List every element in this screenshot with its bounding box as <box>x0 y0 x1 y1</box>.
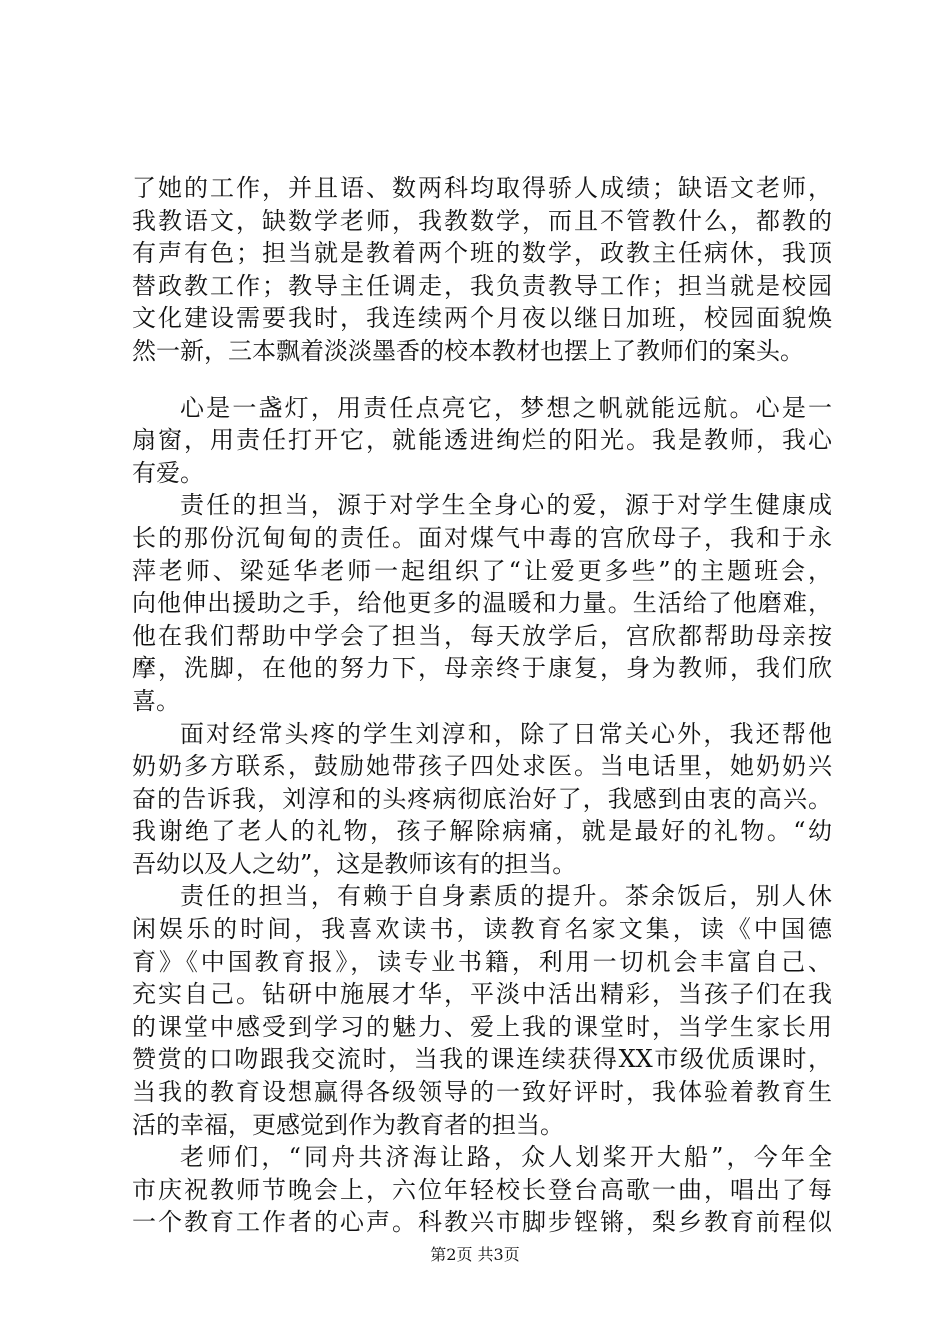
text-line: 奶奶多方联系，鼓励她带孩子四处求医。当电话里，她奶奶兴 <box>132 752 832 781</box>
text-line: 责任的担当，源于对学生全身心的爱，源于对学生健康成 <box>180 491 832 520</box>
text-line: 替政教工作；教导主任调走，我负责教导工作；担当就是校园 <box>132 271 832 300</box>
text-line: 扇窗，用责任打开它，就能透进绚烂的阳光。我是教师，我心 <box>132 426 832 455</box>
text-line: 面对经常头疼的学生刘淳和，除了日常关心外，我还帮他 <box>180 719 832 748</box>
text-line: 我谢绝了老人的礼物，孩子解除病痛，就是最好的礼物。“幼 <box>132 817 832 846</box>
text-line: 吾幼以及人之幼”，这是教师该有的担当。 <box>132 849 577 878</box>
text-line: 赞赏的口吻跟我交流时，当我的课连续获得XX市级优质课时， <box>132 1045 832 1074</box>
text-line: 喜。 <box>132 686 180 715</box>
text-line: 有爱。 <box>132 458 204 487</box>
text-line: 责任的担当，有赖于自身素质的提升。茶余饭后，别人休 <box>180 882 832 911</box>
text-line: 了她的工作，并且语、数两科均取得骄人成绩；缺语文老师， <box>132 174 832 202</box>
text-line: 文化建设需要我时，我连续两个月夜以继日加班，校园面貌焕 <box>132 304 832 333</box>
text-line: 长的那份沉甸甸的责任。面对煤气中毒的宫欣母子，我和于永 <box>132 523 832 552</box>
paragraph <box>132 880 832 1141</box>
text-line: 心是一盏灯，用责任点亮它，梦想之帆就能远航。心是一 <box>180 393 832 422</box>
text-line: 摩，洗脚，在他的努力下，母亲终于康复，身为教师，我们欣 <box>132 654 832 683</box>
paragraph <box>132 1141 832 1239</box>
document-body <box>132 172 832 1239</box>
text-line: 活的幸福，更感觉到作为教育者的担当。 <box>132 1110 564 1139</box>
page-footer <box>0 1242 950 1265</box>
page-number-label: 第2页 共3页 <box>430 1245 520 1264</box>
paragraph <box>132 489 832 717</box>
text-line: 充实自己。钻研中施展才华，平淡中活出精彩，当孩子们在我 <box>132 980 832 1009</box>
text-line: 老师们，“同舟共济海让路，众人划桨开大船”，今年全 <box>180 1143 832 1172</box>
text-line: 有声有色；担当就是教着两个班的数学，政教主任病休，我顶 <box>132 239 832 268</box>
text-line: 的课堂中感受到学习的魅力、爱上我的课堂时，当学生家长用 <box>132 1012 832 1041</box>
text-line: 然一新，三本飘着淡淡墨香的校本教材也摆上了教师们的案头。 <box>132 336 804 365</box>
text-line: 奋的告诉我，刘淳和的头疼病彻底治好了，我感到由衷的高兴。 <box>132 784 832 813</box>
paragraph <box>132 392 832 490</box>
text-line: 向他伸出援助之手，给他更多的温暖和力量。生活给了他磨难， <box>132 589 832 618</box>
paragraph <box>132 172 832 368</box>
text-line: 一个教育工作者的心声。科教兴市脚步铿锵，梨乡教育前程似 <box>132 1208 832 1237</box>
text-line: 我教语文，缺数学老师，我教数学，而且不管教什么，都教的 <box>132 206 832 235</box>
paragraph-gap <box>132 368 832 392</box>
text-line: 闲娱乐的时间，我喜欢读书，读教育名家文集，读《中国德 <box>132 915 832 944</box>
text-line: 他在我们帮助中学会了担当，每天放学后，宫欣都帮助母亲按 <box>132 621 832 650</box>
text-line: 育》《中国教育报》，读专业书籍，利用一切机会丰富自己、 <box>132 947 832 976</box>
text-line: 当我的教育设想赢得各级领导的一致好评时，我体验着教育生 <box>132 1078 832 1107</box>
paragraph <box>132 718 832 881</box>
text-line: 萍老师、梁延华老师一起组织了“让爱更多些”的主题班会， <box>132 556 832 585</box>
text-line: 市庆祝教师节晚会上，六位年轻校长登台高歌一曲，唱出了每 <box>132 1175 832 1204</box>
